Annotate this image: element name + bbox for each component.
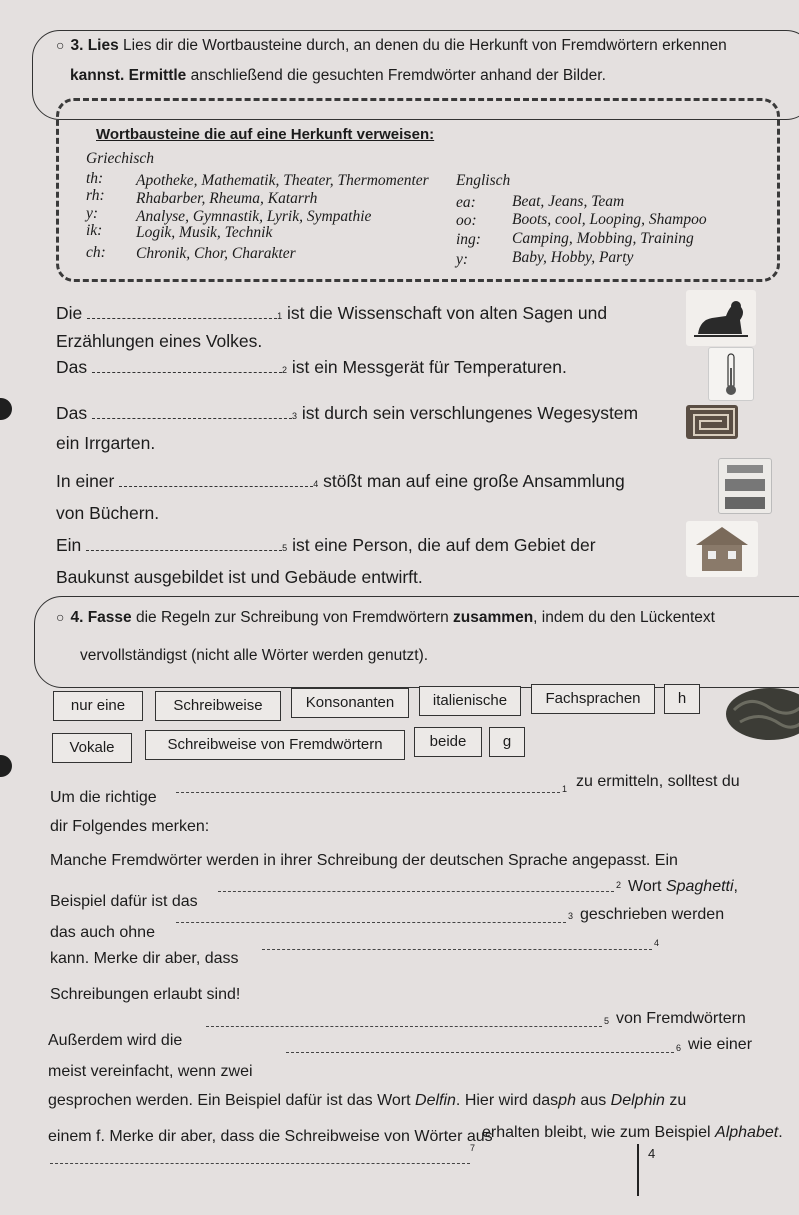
sphinx-image [686, 290, 756, 346]
answer-blank-1[interactable] [87, 304, 277, 319]
spaghetti-image [720, 680, 799, 748]
spaghetti-icon [720, 680, 799, 748]
word-card[interactable]: italienische [419, 686, 521, 716]
greek-words: Analyse, Gymnastik, Lyrik, Sympathie [136, 208, 372, 225]
sentence-4: In einer 4 stößt man auf eine große Ansammlung [56, 471, 625, 491]
answer-blank-5[interactable] [86, 536, 282, 551]
cloze-line: zu ermitteln, solltest du [576, 773, 740, 790]
cloze-line: einem f. Merke dir aber, dass die Schreibweise von Wörter aus [48, 1128, 493, 1145]
english-words: Beat, Jeans, Team [512, 193, 625, 210]
greek-words: Logik, Musik, Technik [136, 224, 273, 241]
english-key: ea: [456, 194, 476, 211]
blank-number: 2 [616, 880, 622, 890]
word-card[interactable]: h [664, 684, 700, 714]
english-heading: Englisch [456, 172, 511, 189]
thermometer-icon [709, 348, 753, 400]
maze-image [686, 405, 738, 439]
library-image [718, 458, 772, 514]
bullet-circle-icon: ○ [56, 37, 65, 53]
cloze-blank-1[interactable] [176, 792, 560, 793]
cloze-line: das auch ohne [50, 924, 155, 941]
cloze-blank-3[interactable] [176, 922, 566, 923]
greek-key: ik: [86, 222, 103, 239]
cloze-line: Schreibungen erlaubt sind! [50, 986, 241, 1003]
page-number-divider [637, 1144, 639, 1196]
cloze-line: wie einer [688, 1036, 753, 1053]
binder-hole [0, 398, 12, 420]
word-card[interactable]: Fachsprachen [531, 684, 655, 714]
answer-blank-4[interactable] [119, 472, 313, 487]
cloze-line: geschrieben werden [580, 906, 725, 923]
library-icon [719, 459, 771, 513]
blank-number: 7 [470, 1143, 476, 1153]
word-card[interactable]: Schreibweise von Fremdwörtern [145, 730, 405, 760]
cloze-blank-4[interactable] [262, 949, 652, 950]
greek-heading: Griechisch [86, 150, 155, 167]
greek-key: y: [86, 205, 99, 222]
sentence-1-cont: Erzählungen eines Volkes. [56, 331, 263, 351]
greek-words: Apotheke, Mathematik, Theater, Thermomenter [136, 172, 429, 189]
english-key: y: [456, 251, 469, 268]
greek-key: th: [86, 170, 104, 187]
greek-key: ch: [86, 244, 106, 261]
sphinx-icon [686, 290, 756, 346]
word-card[interactable]: beide [414, 727, 482, 757]
answer-blank-3[interactable] [92, 404, 292, 419]
sentence-2: Das 2 ist ein Messgerät für Temperaturen. [56, 357, 567, 377]
word-card[interactable]: Konsonanten [291, 688, 409, 718]
cloze-line: kann. Merke dir aber, dass [50, 950, 239, 967]
word-card[interactable]: nur eine [53, 691, 143, 721]
greek-words: Chronik, Chor, Charakter [136, 245, 296, 262]
english-words: Camping, Mobbing, Training [512, 230, 694, 247]
cloze-line: Um die richtige [50, 789, 157, 806]
greek-key: rh: [86, 187, 105, 204]
word-card[interactable]: g [489, 727, 525, 757]
blank-number: 1 [562, 784, 568, 794]
cloze-line: Manche Fremdwörter werden in ihrer Schreibung der deutschen Sprache angepasst. Ein [50, 852, 678, 869]
house-image [686, 521, 758, 577]
english-words: Baby, Hobby, Party [512, 249, 634, 266]
english-key: oo: [456, 212, 477, 229]
cloze-blank-5[interactable] [206, 1026, 602, 1027]
thermometer-image [708, 347, 754, 401]
cloze-line: gesprochen werden. Ein Beispiel dafür ist das Wort Delfin. Hier wird dasph aus Delphin zu [48, 1092, 687, 1109]
english-words: Boots, cool, Looping, Shampoo [512, 211, 707, 228]
cloze-blank-7[interactable] [50, 1163, 470, 1164]
english-key: ing: [456, 231, 481, 248]
sentence-3-cont: ein Irrgarten. [56, 433, 156, 453]
sentence-1: Die 1 ist die Wissenschaft von alten Sagen und [56, 303, 608, 323]
cloze-line: Außerdem wird die [48, 1032, 183, 1049]
word-card[interactable]: Schreibweise [155, 691, 281, 721]
house-icon [686, 521, 758, 577]
sentence-5-cont: Baukunst ausgebildet ist und Gebäude entwirft. [56, 567, 423, 587]
sentence-3: Das 3 ist durch sein verschlungenes Wegesystem [56, 403, 639, 423]
cloze-line: meist vereinfacht, wenn zwei [48, 1063, 253, 1080]
greek-words: Rhabarber, Rheuma, Katarrh [136, 190, 318, 207]
cloze-line: von Fremdwörtern [616, 1010, 746, 1027]
cloze-blank-2[interactable] [218, 891, 614, 892]
word-roots-title: Wortbausteine die auf eine Herkunft verweisen: [96, 126, 435, 143]
maze-icon [686, 405, 738, 439]
blank-number: 6 [676, 1043, 682, 1053]
answer-blank-2[interactable] [92, 358, 282, 373]
sentence-4-cont: von Büchern. [56, 503, 160, 523]
cloze-blank-6[interactable] [286, 1052, 674, 1053]
blank-number: 3 [568, 911, 574, 921]
cloze-line: erhalten bleibt, wie zum Beispiel Alphabet. [482, 1124, 783, 1141]
task3-instruction: ○ 3. Lies Lies dir die Wortbausteine durch, an denen du die Herkunft von Fremdwörtern erkennen kannst. Ermittle anschließend die gesuchten Fremdwörter anhand der Bilder. [56, 37, 727, 84]
cloze-line: dir Folgendes merken: [50, 818, 210, 835]
word-card[interactable]: Vokale [52, 733, 132, 763]
blank-number: 4 [654, 938, 660, 948]
binder-hole [0, 755, 12, 777]
sentence-5: Ein 5 ist eine Person, die auf dem Gebiet der [56, 535, 596, 555]
bullet-circle-icon: ○ [56, 609, 65, 625]
blank-number: 5 [604, 1016, 610, 1026]
page-number: 4 [648, 1146, 656, 1161]
cloze-line: Wort Spaghetti, [628, 878, 738, 895]
task4-instruction: ○ 4. Fasse die Regeln zur Schreibung von Fremdwörtern zusammen, indem du den Lückentext vervollständigst (nicht alle Wörter werden genutzt). [56, 609, 715, 664]
cloze-line: Beispiel dafür ist das [50, 893, 198, 910]
